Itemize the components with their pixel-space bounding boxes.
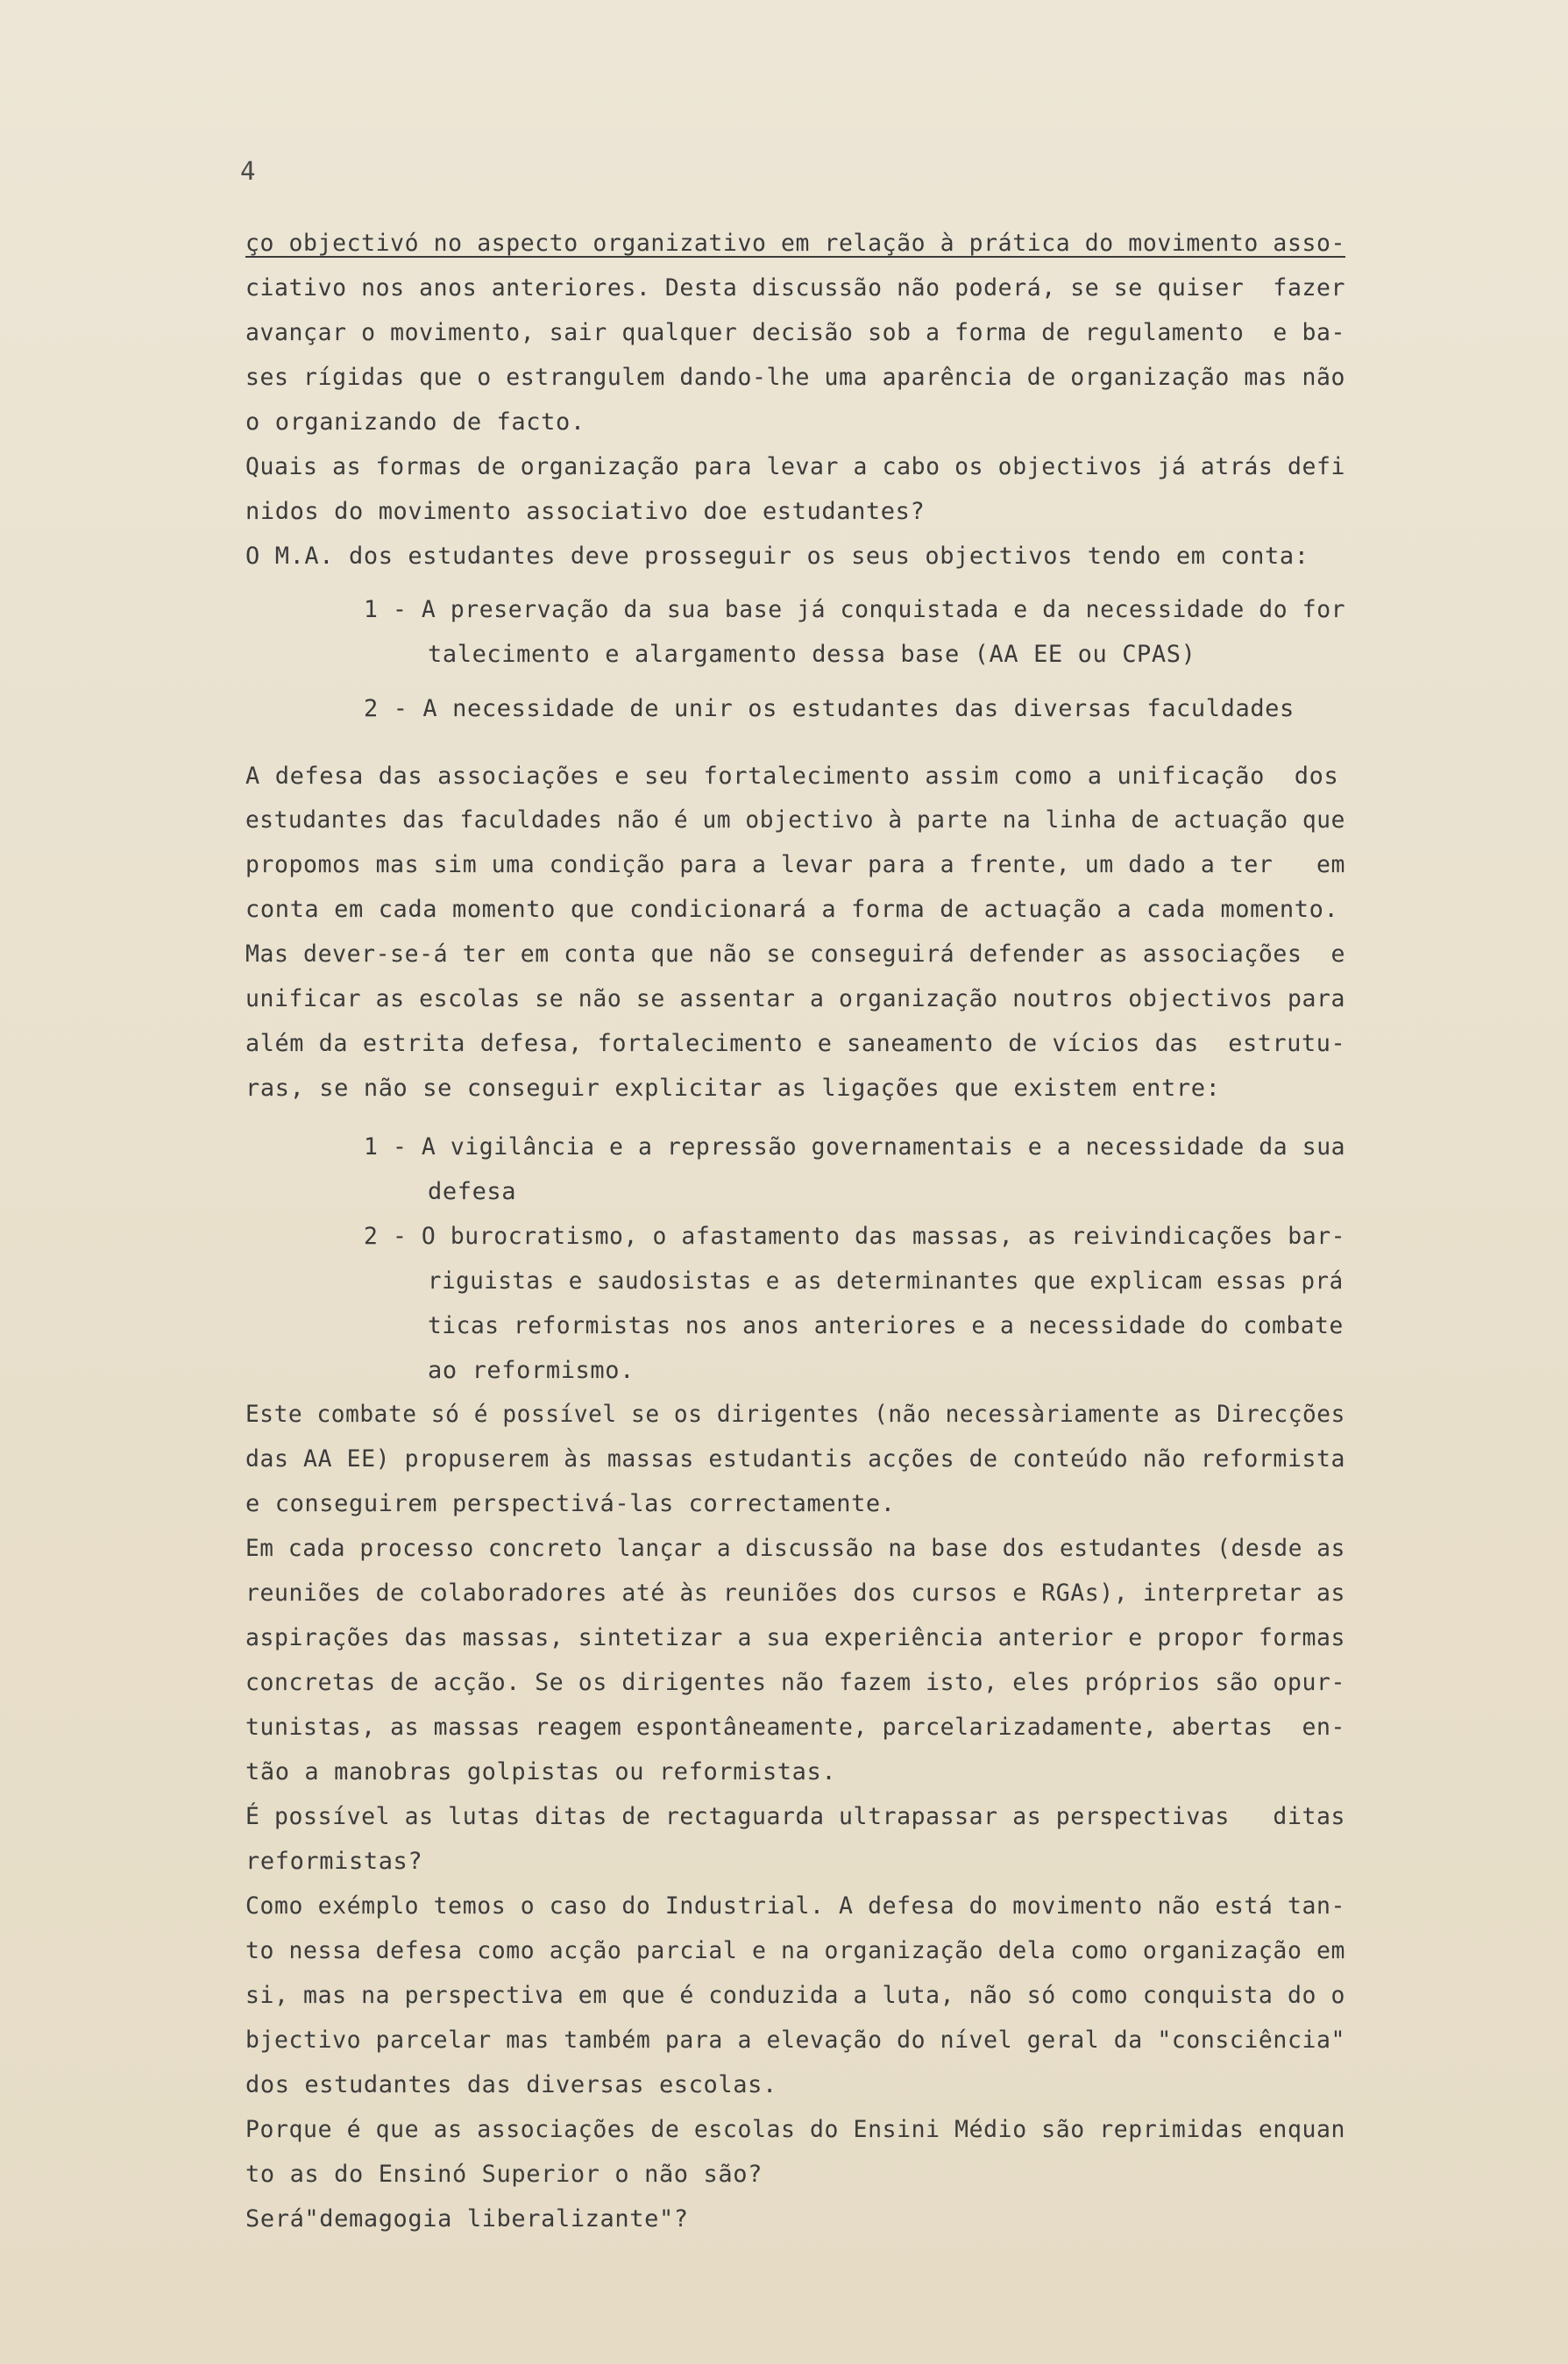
text-line: ses rígidas que o estrangulem dando-lhe uma aparência de organização mas não (245, 364, 1346, 391)
text-line: ço objectivó no aspecto organizativo em relação à prática do movimento asso- (245, 230, 1346, 257)
text-line: aspirações das massas, sintetizar a sua experiência anterior e propor formas (245, 1624, 1346, 1651)
page-number: 4 (240, 156, 256, 186)
text-line: reuniões de colaboradores até às reuniões dos cursos e RGAs), interpretar as (245, 1580, 1346, 1607)
list-item-continuation: riguistas e saudosistas e as determinantes que explicam essas prá (428, 1267, 1344, 1295)
text-line: tão a manobras golpistas ou reformistas. (245, 1758, 837, 1785)
list-item-continuation: ticas reformistas nos anos anteriores e a necessidade do combate (428, 1312, 1344, 1339)
text-line: propomos mas sim uma condição para a levar para a frente, um dado a ter em (245, 851, 1346, 878)
text-line: além da estrita defesa, fortalecimento e saneamento de vícios das estrutu- (245, 1030, 1346, 1057)
text-line: tunistas, as massas reagem espontâneamente, parcelarizadamente, abertas en- (245, 1714, 1346, 1741)
text-line: ras, se não se conseguir explicitar as ligações que existem entre: (245, 1075, 1221, 1102)
text-line: reformistas? (245, 1848, 423, 1875)
text-line: Este combate só é possível se os dirigentes (não necessàriamente as Direcções (245, 1401, 1345, 1428)
list-item: 1 - A preservação da sua base já conquistada e da necessidade do for (364, 596, 1346, 623)
text-line: bjectivo parcelar mas também para a elevação do nível geral da "consciência" (245, 2027, 1346, 2054)
text-line: Como exémplo temos o caso do Industrial. A defesa do movimento não está tan- (245, 1892, 1346, 1920)
text-line: concretas de acção. Se os dirigentes não fazem isto, eles próprios são opur- (245, 1669, 1346, 1696)
list-item: 1 - A vigilância e a repressão governamentais e a necessidade da sua (364, 1133, 1346, 1161)
text-line: ciativo nos anos anteriores. Desta discussão não poderá, se se quiser fazer (245, 274, 1346, 302)
text-line: das AA EE) propuserem às massas estudantis acções de conteúdo não reformista (245, 1445, 1346, 1473)
text-line: Porque é que as associações de escolas do Ensini Médio são reprimidas enquan (245, 2116, 1346, 2143)
text-line: e conseguirem perspectivá-las correctamente. (245, 1490, 896, 1517)
list-item: 2 - A necessidade de unir os estudantes das diversas faculdades (364, 695, 1295, 722)
list-item-continuation: talecimento e alargamento dessa base (AA EE ou CPAS) (428, 641, 1196, 668)
text-line: Mas dever-se-á ter em conta que não se conseguirá defender as associações e (245, 941, 1346, 968)
list-item: 2 - O burocratismo, o afastamento das massas, as reivindicações bar- (364, 1223, 1346, 1250)
text-line: to nessa defesa como acção parcial e na organização dela como organização em (245, 1937, 1346, 1964)
text-line: dos estudantes das diversas escolas. (245, 2071, 777, 2098)
list-item-continuation: ao reformismo. (428, 1357, 635, 1384)
text-line: conta em cada momento que condicionará a forma de actuação a cada momento. (245, 896, 1339, 923)
text-line: A defesa das associações e seu fortalecimento assim como a unificação dos (245, 763, 1339, 790)
text-line: nidos do movimento associativo doe estudantes? (245, 498, 926, 525)
text-line: Quais as formas de organização para levar a cabo os objectivos já atrás defi (245, 453, 1346, 480)
text-line: o organizando de facto. (245, 408, 585, 436)
text-line: unificar as escolas se não se assentar a organização noutros objectivos para (245, 985, 1346, 1012)
text-line: Em cada processo concreto lançar a discussão na base dos estudantes (desde as (245, 1535, 1345, 1562)
list-item-continuation: defesa (428, 1178, 517, 1205)
text-line: avançar o movimento, sair qualquer decisão sob a forma de regulamento e ba- (245, 319, 1346, 346)
text-line: estudantes das faculdades não é um objectivo à parte na linha de actuação que (245, 806, 1345, 834)
text-line: si, mas na perspectiva em que é conduzida a luta, não só como conquista do o (245, 1982, 1346, 2009)
text-line: É possível as lutas ditas de rectaguarda ultrapassar as perspectivas ditas (245, 1803, 1346, 1830)
text-line: to as do Ensinó Superior o não são? (245, 2161, 763, 2188)
text-line: Será"demagogia liberalizante"? (245, 2205, 689, 2233)
text-line: O M.A. dos estudantes deve prosseguir os seus objectivos tendo em conta: (245, 543, 1309, 570)
